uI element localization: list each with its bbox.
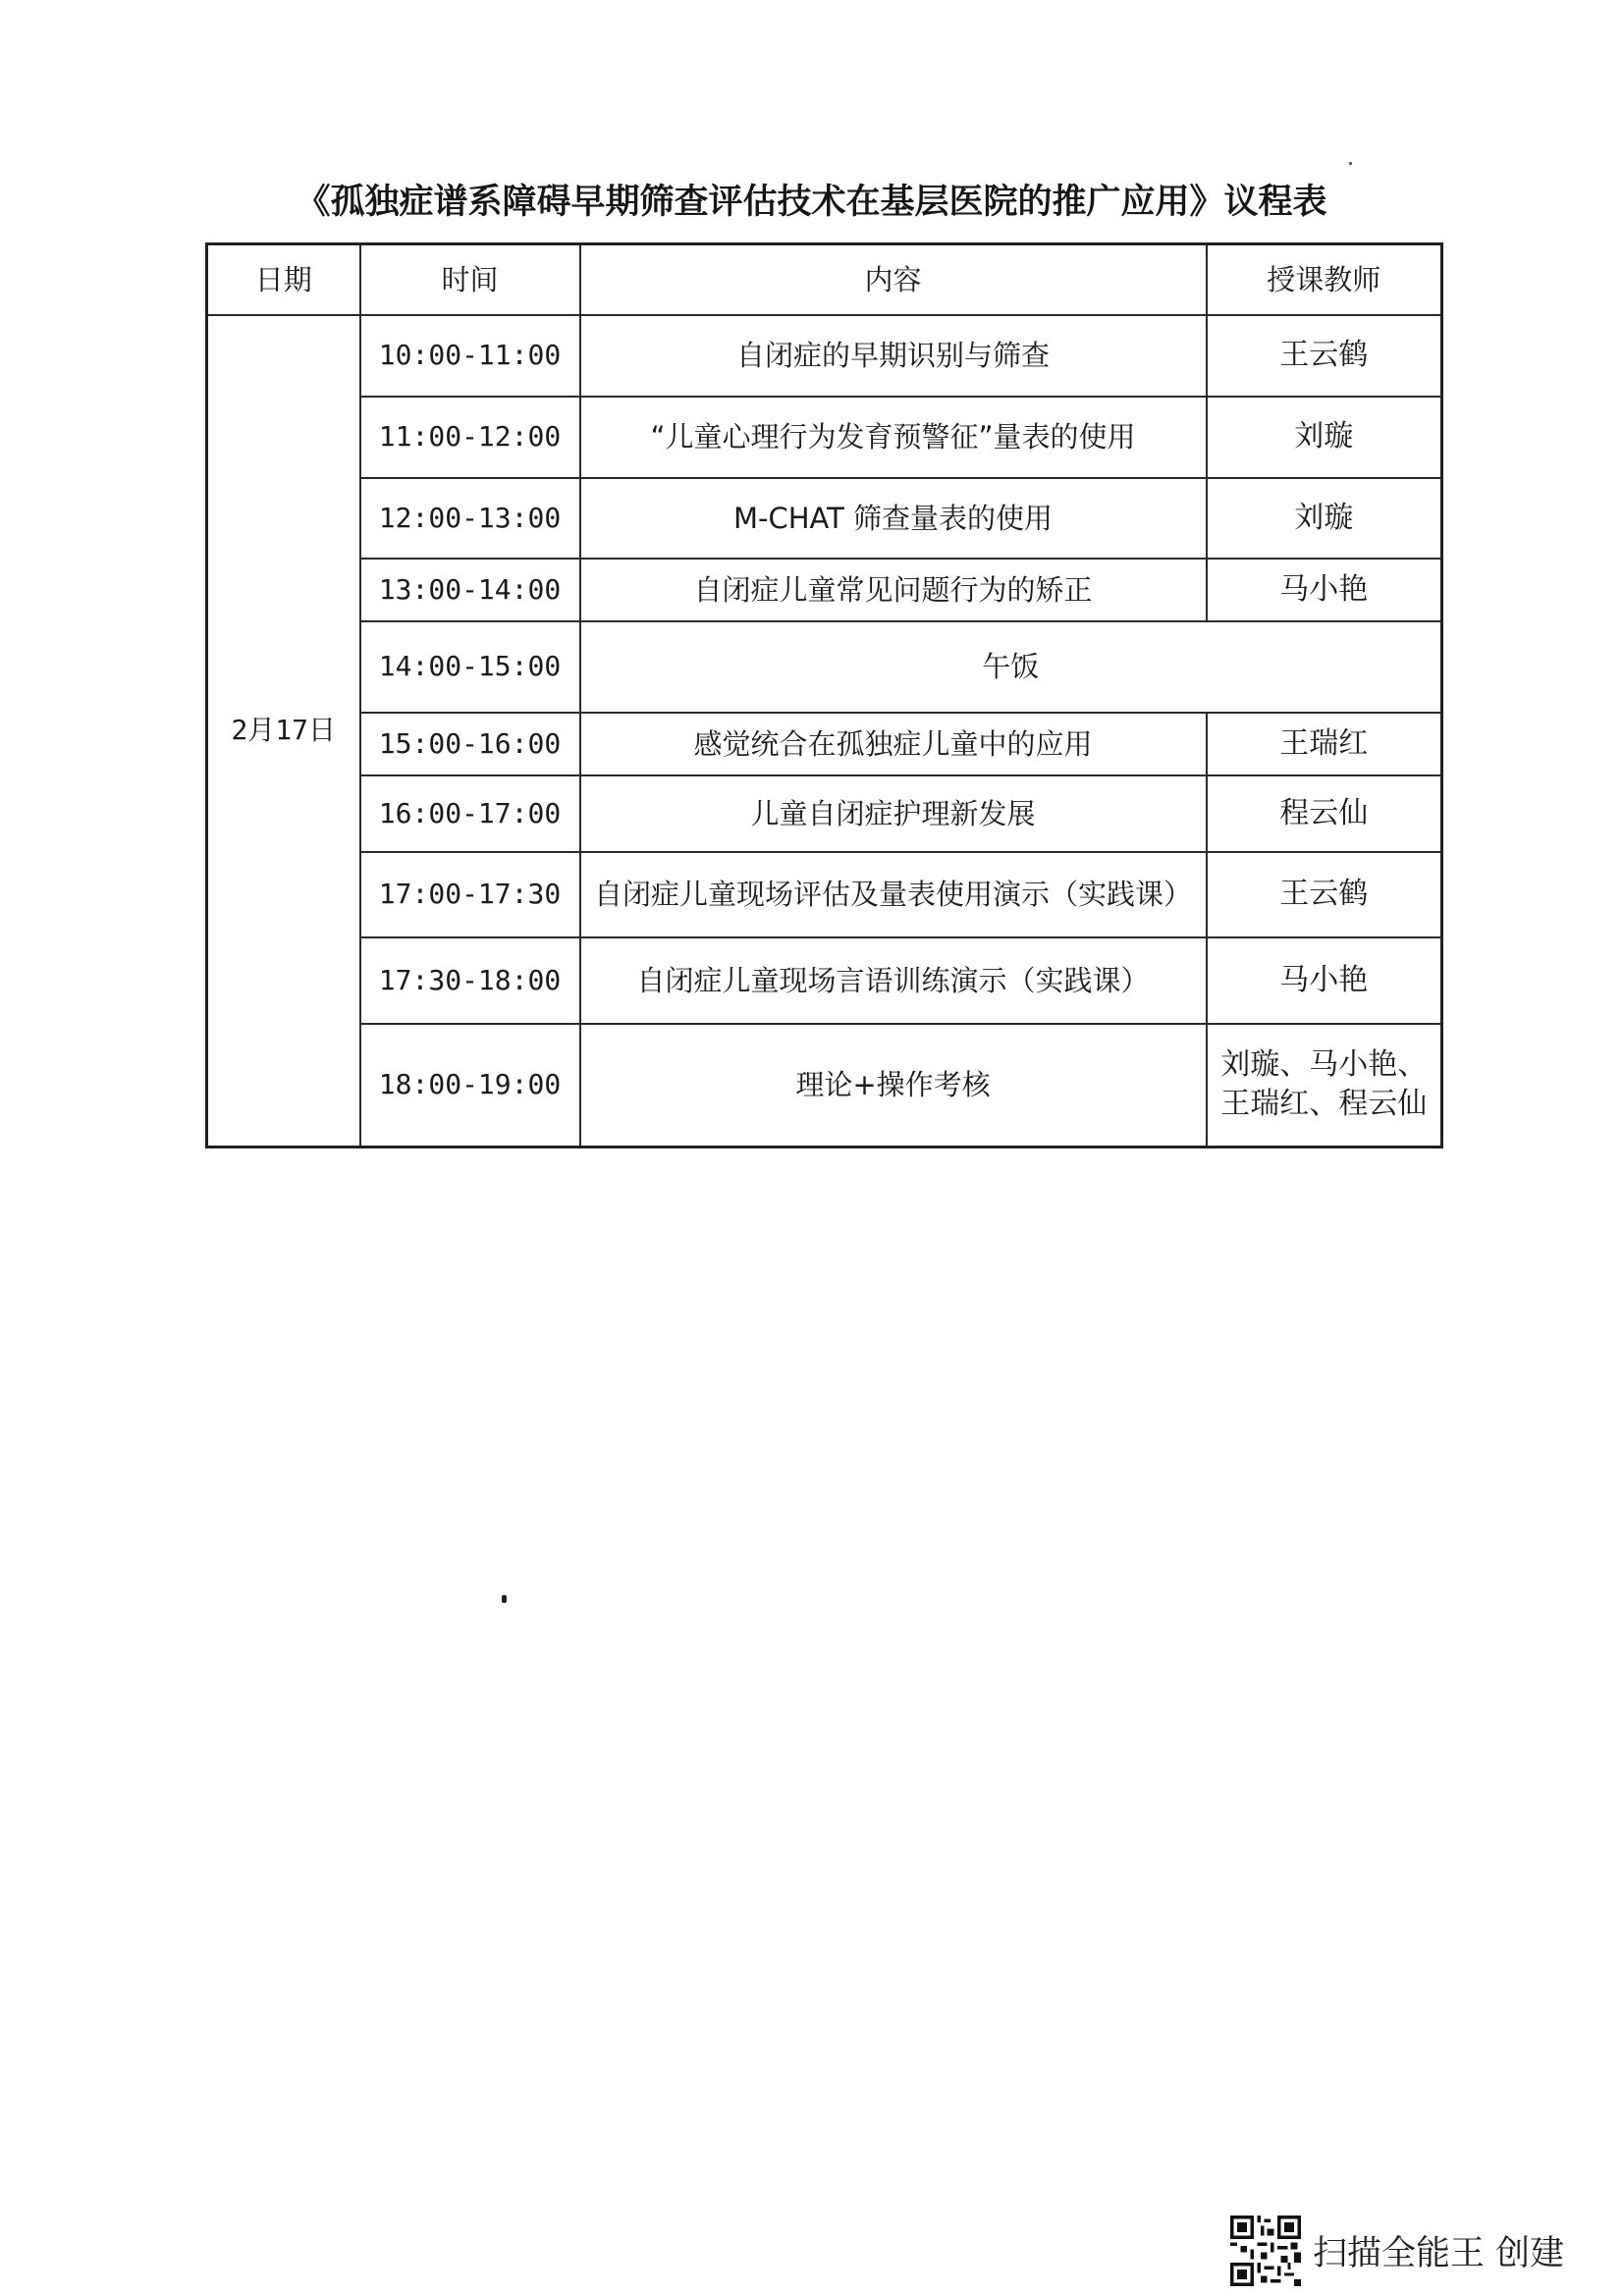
teacher-cell: 刘璇	[1207, 397, 1442, 478]
table-row	[207, 937, 1442, 1024]
table-row	[207, 852, 1442, 937]
time-cell: 11:00-12:00	[360, 397, 580, 478]
table-row	[207, 559, 1442, 621]
table-row	[207, 621, 1442, 713]
header-time: 时间	[360, 244, 580, 315]
qr-code-icon	[1230, 2216, 1301, 2286]
table-row	[207, 1024, 1442, 1148]
content-cell: “儿童心理行为发育预警征”量表的使用	[580, 397, 1207, 478]
time-cell: 12:00-13:00	[360, 478, 580, 559]
time-cell: 18:00-19:00	[360, 1024, 580, 1148]
scan-speck	[1349, 162, 1352, 165]
table-row	[207, 397, 1442, 478]
scanner-watermark	[1230, 2215, 1564, 2287]
teacher-cell: 刘璇、马小艳、王瑞红、程云仙	[1207, 1024, 1442, 1148]
teacher-cell: 王瑞红	[1207, 713, 1442, 775]
header-content: 内容	[580, 244, 1207, 315]
agenda-table	[205, 242, 1443, 1148]
header-row	[207, 244, 1442, 315]
table-row	[207, 478, 1442, 559]
table-row	[207, 315, 1442, 397]
teacher-cell: 马小艳	[1207, 937, 1442, 1024]
header-teacher: 授课教师	[1207, 244, 1442, 315]
teacher-cell: 刘璇	[1207, 478, 1442, 559]
header-date: 日期	[207, 244, 360, 315]
content-cell: 自闭症儿童现场评估及量表使用演示（实践课）	[580, 852, 1207, 937]
watermark-text: 扫描全能王 创建	[1313, 2234, 1565, 2273]
time-cell: 15:00-16:00	[360, 713, 580, 775]
time-cell: 10:00-11:00	[360, 315, 580, 397]
content-cell: 感觉统合在孤独症儿童中的应用	[580, 713, 1207, 775]
content-cell: 自闭症儿童现场言语训练演示（实践课）	[580, 937, 1207, 1024]
teacher-cell: 王云鹤	[1207, 315, 1442, 397]
page-title: 《孤独症谱系障碍早期筛查评估技术在基层医院的推广应用》议程表	[296, 183, 1327, 222]
content-cell: 自闭症的早期识别与筛查	[580, 315, 1207, 397]
time-cell: 13:00-14:00	[360, 559, 580, 621]
content-cell: M-CHAT 筛查量表的使用	[580, 478, 1207, 559]
time-cell: 17:30-18:00	[360, 937, 580, 1024]
time-cell: 14:00-15:00	[360, 621, 580, 713]
date-cell: 2月17日	[207, 315, 360, 1148]
table-row	[207, 713, 1442, 775]
teacher-cell: 王云鹤	[1207, 852, 1442, 937]
content-cell: 儿童自闭症护理新发展	[580, 775, 1207, 852]
scan-speck	[502, 1595, 507, 1603]
teacher-cell: 马小艳	[1207, 559, 1442, 621]
table-row	[207, 775, 1442, 852]
content-cell: 理论+操作考核	[580, 1024, 1207, 1148]
time-cell: 16:00-17:00	[360, 775, 580, 852]
time-cell: 17:00-17:30	[360, 852, 580, 937]
teacher-cell: 程云仙	[1207, 775, 1442, 852]
content-cell: 自闭症儿童常见问题行为的矫正	[580, 559, 1207, 621]
lunch-cell: 午饭	[580, 621, 1442, 713]
